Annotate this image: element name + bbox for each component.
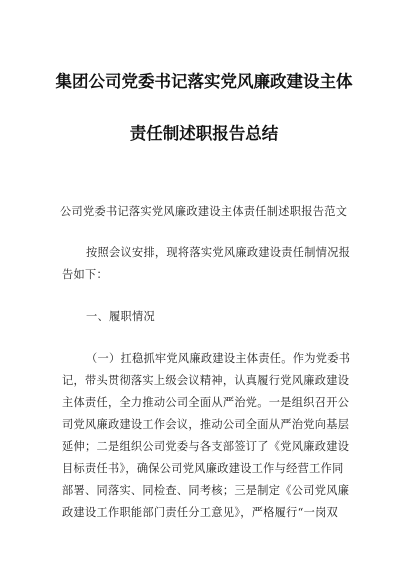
body-line: （一）扛稳抓牢党风廉政建设主体责任。作为党委书 xyxy=(86,352,351,365)
document-title-line-1: 集团公司党委书记落实党风廉政建设主体 xyxy=(55,72,353,91)
document-title-line-2: 责任制述职报告总结 xyxy=(129,124,279,143)
body-line: 目标责任书》，确保公司党风廉政建设工作与经营工作同 xyxy=(62,462,344,475)
body-line: 主体责任，全力推动公司全面从严治党。一是组织召开公 xyxy=(62,396,350,409)
body-line: 司党风廉政建设工作会议，推动公司全面从严治党向基层 xyxy=(62,418,350,431)
body-line: 延伸；二是组织公司党委与各支部签订了《党风廉政建设 xyxy=(62,440,350,453)
body-line: 部署、同落实、同检查、同考核；三是制定《公司党风廉 xyxy=(62,484,350,497)
body-line: 政建设工作职能部门责任分工意见》，严格履行“一岗双 xyxy=(62,506,339,519)
intro-paragraph-line-2: 告如下： xyxy=(62,268,108,281)
intro-paragraph-line-1: 按照会议安排，现将落实党风廉政建设责任制情况报 xyxy=(86,246,351,259)
document-subtitle: 公司党委书记落实党风廉政建设主体责任制述职报告范文 xyxy=(60,205,348,218)
section-heading: 一、履职情况 xyxy=(86,310,155,323)
body-line: 记，带头贯彻落实上级会议精神，认真履行党风廉政建设 xyxy=(62,374,350,387)
